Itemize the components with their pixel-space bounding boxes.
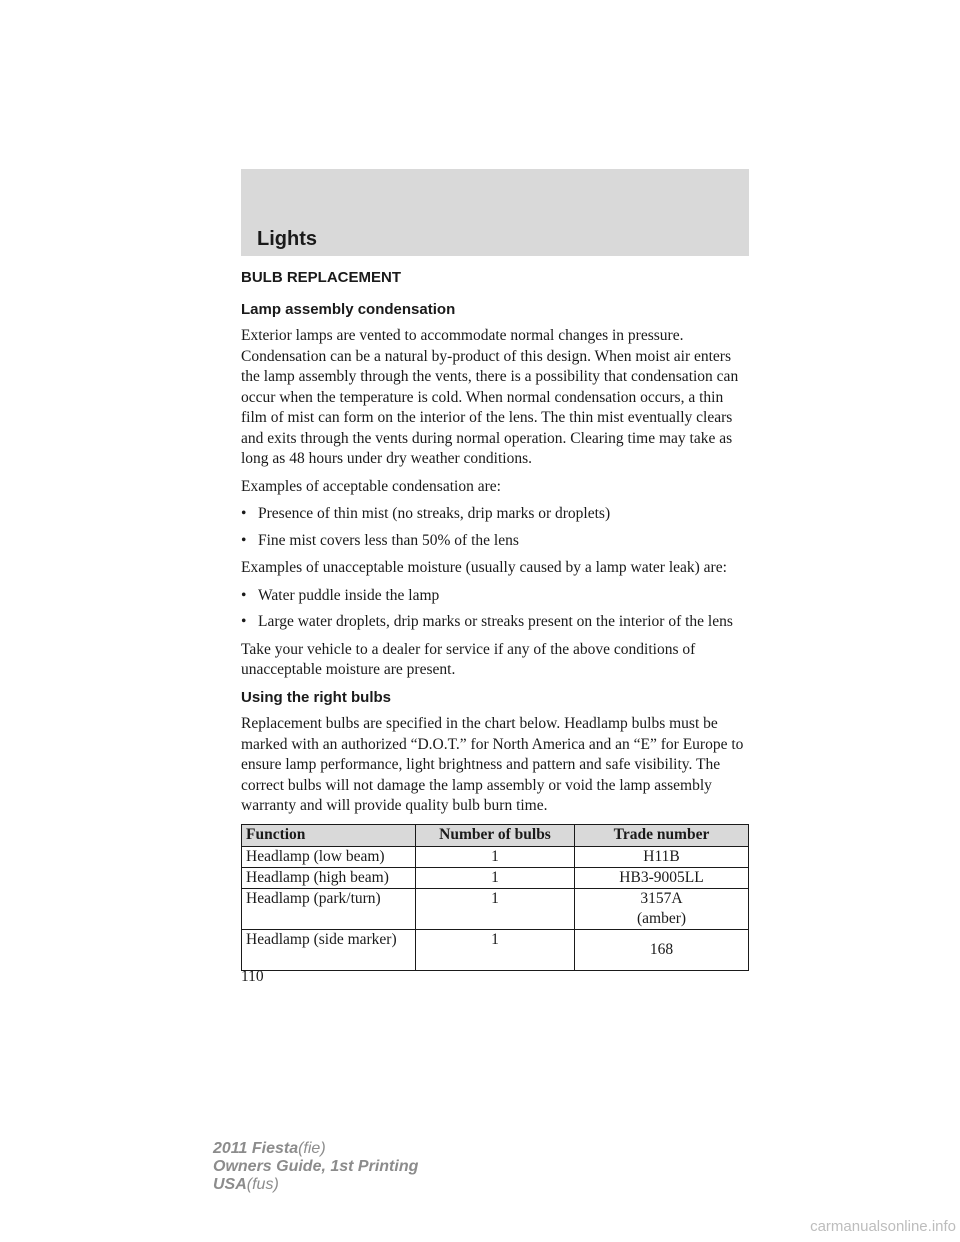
condensation-intro: Exterior lamps are vented to accommodate normal changes in pressure. Condensation can be a natural by-product of this design. When moist air enters the lamp assembly through the vents, there is a possibility that condensation can occur when the temperature is cold. When normal condensation occurs, a thin film of mist can form on the interior of the lens. The thin mist eventually clears and exits through the vents during normal operation. Clearing time may take as long as 48 hours under dry weather conditions. [241, 327, 739, 467]
list-item-text: Fine mist covers less than 50% of the lens [258, 531, 519, 549]
trade-note: (amber) [636, 909, 687, 927]
watermark: carmanualsonline.info [810, 1218, 956, 1235]
table-row [242, 929, 749, 970]
list-item [241, 504, 749, 525]
cell-count: 1 [416, 929, 575, 970]
bullet-icon: • [241, 531, 247, 549]
section-title: Lights [257, 228, 317, 250]
column-header-trade: Trade number [575, 824, 749, 846]
bullet-icon: • [241, 613, 247, 630]
dealer-advice: Take your vehicle to a dealer for service if any of the above conditions of unacceptable moisture are present. [241, 640, 696, 678]
list-item [241, 586, 749, 607]
cell-function: Headlamp (high beam) [242, 867, 416, 888]
footer-guide: Owners Guide, 1st Printing [213, 1158, 419, 1175]
footer-market: USA [213, 1176, 247, 1193]
cell-trade: HB3-9005LL [575, 867, 749, 888]
cell-function: Headlamp (park/turn) [242, 888, 416, 929]
list-item-text: Large water droplets, drip marks or streaks present on the interior of the lens [258, 613, 733, 630]
right-bulbs-heading: Using the right bulbs [241, 688, 391, 706]
list-item [241, 612, 749, 633]
footer-model-code: (fie) [298, 1140, 326, 1157]
table-row [242, 888, 749, 929]
table-header-row [242, 824, 749, 846]
cell-count: 1 [416, 888, 575, 929]
list-item [241, 531, 749, 552]
list-item-text: Water puddle inside the lamp [258, 586, 440, 604]
cell-count: 1 [416, 846, 575, 867]
bulb-replacement-heading: BULB REPLACEMENT [241, 269, 401, 286]
cell-trade [575, 888, 749, 929]
right-bulbs-intro: Replacement bulbs are specified in the chart below. Headlamp bulbs must be marked with an authorized “D.O.T.” for North America and an “E” for Europe to ensure lamp performance, light brightness and pattern and safe visibility. The correct bulbs will not damage the lamp assembly or void the lamp assembly warranty and will provide quality bulb burn time. [241, 715, 744, 814]
bulb-table [241, 824, 749, 971]
acceptable-label: Examples of acceptable condensation are: [241, 477, 501, 495]
bullet-icon: • [241, 586, 247, 604]
bullet-icon: • [241, 505, 247, 522]
cell-trade: 168 [575, 929, 749, 970]
unacceptable-label: Examples of unacceptable moisture (usually caused by a lamp water leak) are: [241, 559, 727, 576]
column-header-count: Number of bulbs [416, 824, 575, 846]
section-header-band [241, 169, 749, 256]
cell-count: 1 [416, 867, 575, 888]
acceptable-list [241, 504, 749, 551]
footer-model: 2011 Fiesta [213, 1140, 299, 1157]
cell-trade: H11B [575, 846, 749, 867]
table-row [242, 846, 749, 867]
cell-function: Headlamp (low beam) [242, 846, 416, 867]
footer-market-code: (fus) [246, 1176, 279, 1193]
column-header-function: Function [242, 824, 416, 846]
cell-function: Headlamp (side marker) [242, 929, 416, 970]
table-row [242, 867, 749, 888]
page-number: 110 [241, 968, 264, 985]
condensation-heading: Lamp assembly condensation [241, 300, 456, 318]
page-content [241, 268, 749, 971]
unacceptable-list [241, 586, 749, 633]
list-item-text: Presence of thin mist (no streaks, drip marks or droplets) [258, 505, 611, 522]
trade-number: 3157A [640, 889, 683, 907]
footer-printing-info [213, 1140, 418, 1194]
